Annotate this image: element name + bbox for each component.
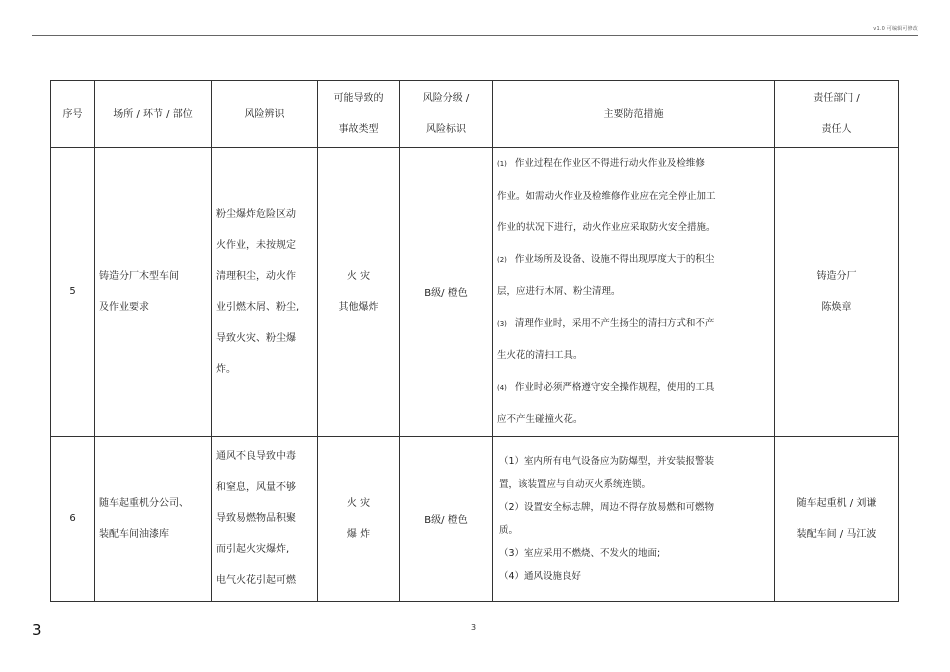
page-header-note: v1.0 可编辑可修改 xyxy=(873,26,918,32)
header-accident-type-line2: 事故类型 xyxy=(338,124,379,135)
header-location: 场所 / 环节 / 部位 xyxy=(95,81,212,148)
row5-risk-line: 导致火灾、粉尘爆 xyxy=(216,332,296,344)
measure-line xyxy=(497,308,770,341)
row5-location-line: 铸造分厂木型车间 xyxy=(99,270,179,282)
row6-location-line: 装配车间油漆库 xyxy=(99,528,169,540)
row6-risk-line: 通风不良导致中毒 xyxy=(216,451,296,462)
footer-left-number: 3 xyxy=(32,621,42,639)
row5-location-line: 及作业要求 xyxy=(99,301,149,313)
row6-accident-type xyxy=(318,436,400,601)
header-risk-identification: 风险辨识 xyxy=(212,81,318,148)
header-risk-level-line2: 风险标识 xyxy=(426,124,466,135)
header-responsible-line2: 责任人 xyxy=(821,124,852,135)
measure-number: (2) xyxy=(497,255,507,264)
header-divider xyxy=(32,35,918,36)
row5-responsible xyxy=(775,148,899,437)
measure-number: (4) xyxy=(497,383,507,392)
measure-line xyxy=(497,148,770,181)
measure-text: 作业过程在作业区不得进行动火作业及检维修 xyxy=(514,158,705,169)
row6-measures xyxy=(493,436,775,601)
row6-risk-line: 和窒息，风量不够 xyxy=(216,482,296,493)
header-risk-level-line1: 风险分级 / xyxy=(422,93,470,104)
header-responsible-line1: 责任部门 / xyxy=(813,93,860,104)
row6-responsible-line: 装配车间 / 马江波 xyxy=(796,528,877,540)
measure-line: 作业的状况下进行，动火作业应采取防火安全措施。 xyxy=(497,222,716,233)
page-number: 3 xyxy=(471,623,477,632)
row5-risk-line: 业引燃木屑、粉尘, xyxy=(216,301,300,313)
row5-responsible-line: 陈焕章 xyxy=(821,301,852,313)
risk-table xyxy=(50,80,899,602)
table-row xyxy=(51,436,899,601)
row5-accident-type xyxy=(318,148,400,437)
measure-number: (3) xyxy=(497,319,507,328)
measure-line: 置，该装置应与自动灭火系统连锁。 xyxy=(499,478,652,490)
header-seq: 序号 xyxy=(51,81,95,148)
header-accident-type-line1: 可能导致的 xyxy=(333,93,384,104)
row6-risk-line: 而引起火灾爆炸, xyxy=(216,544,290,555)
measure-number: (1) xyxy=(497,160,507,168)
measure-text: 作业时必须严格遵守安全操作规程，使用的工具 xyxy=(514,381,715,393)
measure-line: 层，应进行木屑、粉尘清理。 xyxy=(497,286,621,297)
row6-risk-line: 电气火花引起可燃 xyxy=(216,575,296,586)
table-row xyxy=(51,148,899,437)
row5-seq: 5 xyxy=(51,148,95,437)
measure-line: 作业。如需动火作业及检维修作业应在完全停止加工 xyxy=(497,190,716,202)
header-responsible xyxy=(775,81,899,148)
row5-responsible-line: 铸造分厂 xyxy=(816,270,857,282)
header-risk-level xyxy=(400,81,493,148)
row6-responsible-line: 随车起重机 / 刘谦 xyxy=(796,497,877,509)
row5-risk-line: 清理积尘，动火作 xyxy=(216,270,296,282)
measure-line xyxy=(497,244,770,277)
measure-line: （3）室应采用不燃烧、不发火的地面; xyxy=(499,547,661,559)
measure-line: 应不产生碰撞火花。 xyxy=(497,414,583,425)
header-accident-type xyxy=(318,81,400,148)
row6-location-line: 随车起重机分公司、 xyxy=(99,497,189,509)
measure-text: 清理作业时，采用不产生扬尘的清扫方式和不产 xyxy=(514,317,715,329)
row5-measures xyxy=(493,148,775,437)
row6-seq: 6 xyxy=(51,436,95,601)
measure-line: 生火花的清扫工具。 xyxy=(497,350,583,361)
measure-line: （1）室内所有电气设备应为防爆型，并安装报警装 xyxy=(499,455,715,467)
row5-risk-line: 火作业，未按规定 xyxy=(216,239,296,251)
measure-line: （4）通风设施良好 xyxy=(499,570,582,582)
header-measures: 主要防范措施 xyxy=(493,81,775,148)
row6-risk-level: B级/ 橙色 xyxy=(400,436,493,601)
row5-risk-level: B级/ 橙色 xyxy=(400,148,493,437)
row5-accident-line: 火 灾 xyxy=(346,270,371,282)
row5-accident-line: 其他爆炸 xyxy=(338,301,379,313)
row6-location xyxy=(95,436,212,601)
measure-line: （2）设置安全标志牌，周边不得存放易燃和可燃物 xyxy=(499,501,715,513)
row6-accident-line: 爆 炸 xyxy=(346,528,371,540)
table-header-row xyxy=(51,81,899,148)
row5-risk-line: 炸。 xyxy=(216,363,236,375)
measure-text: 作业场所及设备、设施不得出现厚度大于的积尘 xyxy=(514,253,715,265)
row6-responsible xyxy=(775,436,899,601)
row5-risk-identification xyxy=(212,148,318,437)
row6-risk-line: 导致易燃物品积聚 xyxy=(216,513,296,524)
row5-risk-line: 粉尘爆炸危险区动 xyxy=(216,208,296,220)
row6-accident-line: 火 灾 xyxy=(346,497,371,509)
row6-risk-identification xyxy=(212,436,318,601)
row5-location xyxy=(95,148,212,437)
measure-line: 质。 xyxy=(499,524,519,536)
measure-line xyxy=(497,372,770,405)
